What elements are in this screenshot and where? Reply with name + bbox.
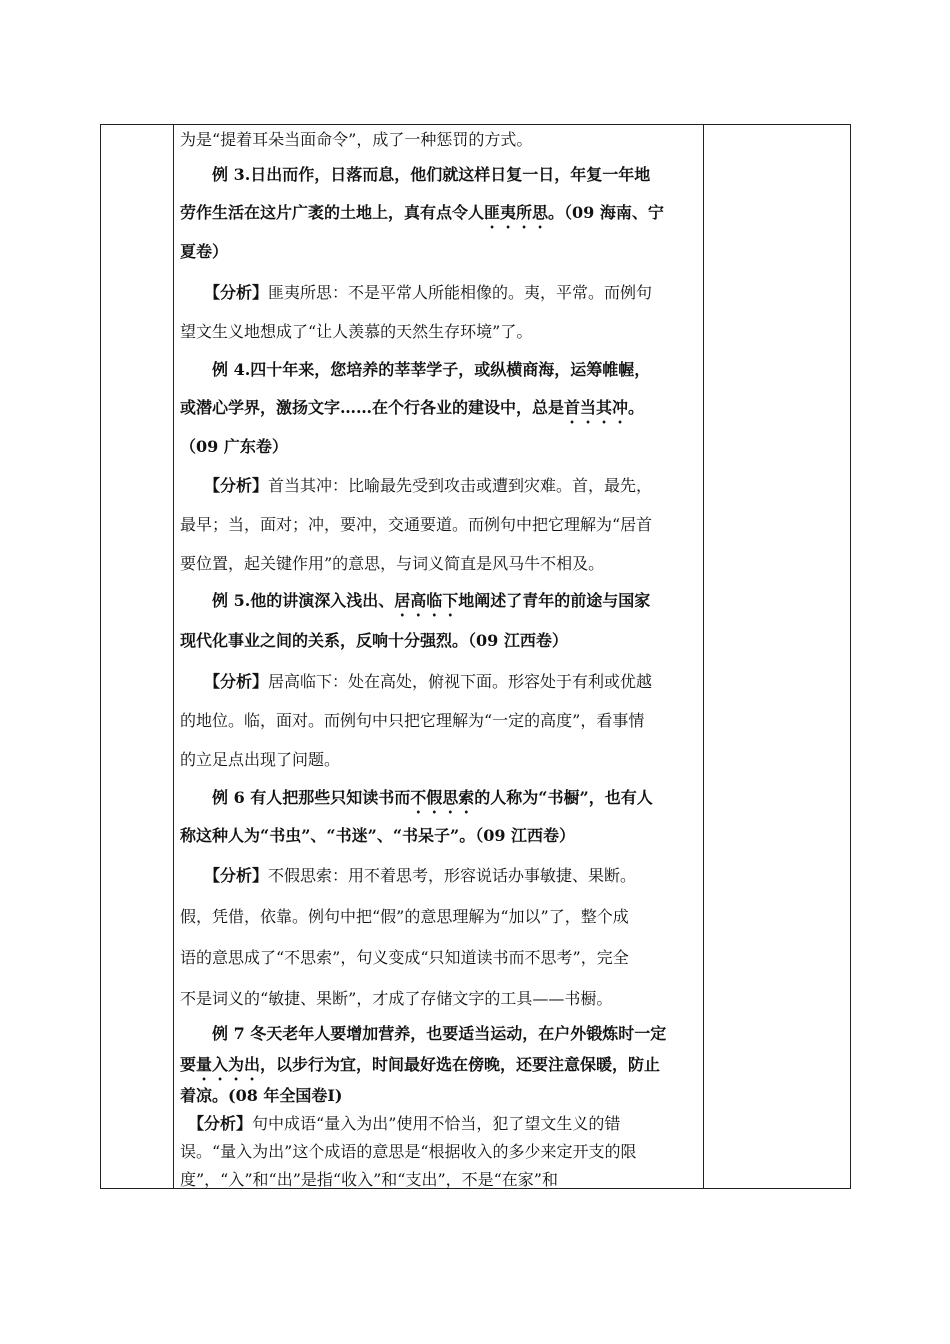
analysis-line: 【分析】居高临下：处在高处，俯视下面。形容处于有利或优越 bbox=[180, 672, 653, 691]
text-line: 不是词义的“敏捷、果断”，才成了存储文字的工具——书橱。 bbox=[180, 989, 613, 1008]
analysis-line: 【分析】匪夷所思：不是平常人所能相像的。夷，平常。而例句 bbox=[180, 283, 653, 302]
text-line: 的立足点出现了问题。 bbox=[180, 750, 341, 769]
text-line: 为是“提着耳朵当面命令”，成了一种惩罚的方式。 bbox=[180, 130, 533, 149]
text-line: 度”，“入”和“出”是指“收入”和“支出”，不是“在家”和 bbox=[180, 1170, 558, 1189]
emphasized-idiom: 居高临下 bbox=[394, 591, 459, 610]
text-line: 假，凭借，依靠。例句中把“假”的意思理解为“加以”了，整个成 bbox=[180, 907, 629, 926]
analysis-line: 【分析】首当其冲：比喻最先受到攻击或遭到灾难。首，最先， bbox=[180, 476, 653, 495]
analysis-label: 【分析】 bbox=[180, 672, 269, 691]
example-7-line: 例 7 冬天老年人要增加营养，也要适当运动，在户外锻炼时一定 bbox=[180, 1024, 667, 1043]
example-5-line: 例 5.他的讲演深入浅出、居高临下地阐述了青年的前途与国家 bbox=[180, 591, 651, 610]
example-7-line: 着凉。(08 年全国卷Ⅰ) bbox=[180, 1086, 343, 1105]
example-4-line: 例 4.四十年来，您培养的莘莘学子，或纵横商海，运筹帷幄， bbox=[180, 360, 651, 379]
column-divider-right bbox=[703, 125, 704, 1188]
emphasized-idiom: 量入为出 bbox=[196, 1055, 261, 1074]
text-line: 望文生义地想成了“让人羡慕的天然生存环境”了。 bbox=[180, 322, 533, 341]
analysis-line: 【分析】句中成语“量入为出”使用不恰当，犯了望文生义的错 bbox=[180, 1114, 621, 1133]
emphasized-idiom: 匪夷所思 bbox=[484, 203, 549, 222]
text-line: 误。“量入为出”这个成语的意思是“根据收入的多少来定开支的限 bbox=[180, 1142, 637, 1161]
example-4-line: 或潜心学界，激扬文字……在个行各业的建设中，总是首当其冲。 bbox=[180, 398, 645, 417]
column-divider-left bbox=[173, 125, 174, 1188]
emphasized-idiom: 首当其冲 bbox=[564, 398, 629, 417]
analysis-label: 【分析】 bbox=[180, 1114, 253, 1133]
text-line: 语的意思成了“不思索”，句义变成“只知道读书而不思考”，完全 bbox=[180, 948, 629, 967]
analysis-line: 【分析】不假思索：用不着思考，形容说话办事敏捷、果断。 bbox=[180, 866, 637, 885]
text-line: 最早；当，面对；冲，要冲，交通要道。而例句中把它理解为“居首 bbox=[180, 515, 653, 534]
example-3-line: 劳作生活在这片广袤的土地上，真有点令人匪夷所思。（09 海南、宁 bbox=[180, 203, 664, 222]
analysis-label: 【分析】 bbox=[180, 866, 269, 885]
analysis-label: 【分析】 bbox=[180, 476, 269, 495]
example-6-line: 例 6 有人把那些只知读书而不假思索的人称为“书橱”，也有人 bbox=[180, 788, 653, 807]
example-7-line: 要量入为出，以步行为宜，时间最好选在傍晚，还要注意保暖，防止 bbox=[180, 1055, 661, 1074]
example-3-line: 夏卷） bbox=[180, 242, 229, 261]
analysis-label: 【分析】 bbox=[180, 283, 269, 302]
example-5-line: 现代化事业之间的关系，反响十分强烈。（09 江西卷） bbox=[180, 631, 568, 650]
example-4-line: （09 广东卷） bbox=[180, 437, 288, 456]
text-line: 的地位。临，面对。而例句中只把它理解为“一定的高度”，看事情 bbox=[180, 711, 645, 730]
text-line: 要位置，起关键作用”的意思，与词义简直是风马牛不相及。 bbox=[180, 554, 605, 573]
emphasized-idiom: 不假思索 bbox=[410, 788, 475, 807]
example-3-line: 例 3.日出而作，日落而息，他们就这样日复一日，年复一年地 bbox=[180, 165, 651, 184]
example-6-line: 称这种人为“书虫”、“书迷”、“书呆子”。（09 江西卷） bbox=[180, 826, 576, 845]
